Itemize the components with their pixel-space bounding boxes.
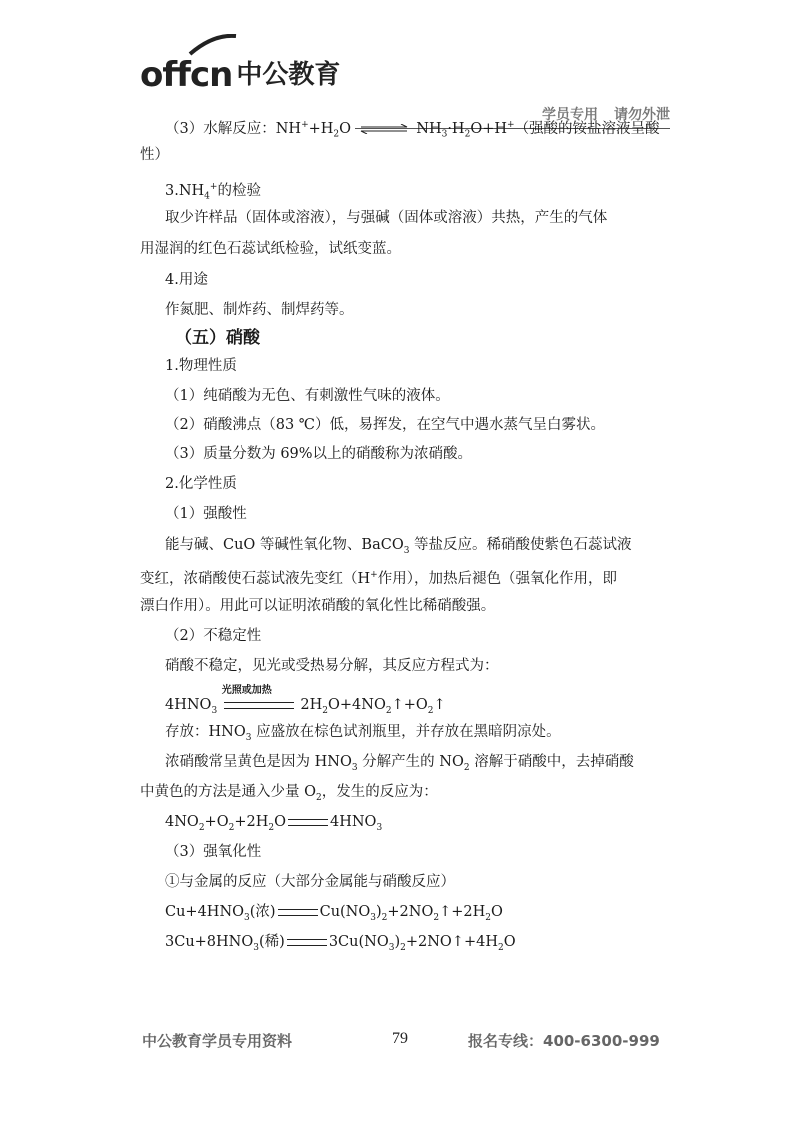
footer-hotline: 报名专线：400-6300-999 [468,1032,660,1050]
oxidation-equation: $4NO_2+O_2+2H_2O$ $4HNO_3$ [165,814,383,833]
text-line: 取少许样品（固体或溶液），与强碱（固体或溶液）共热，产生的气体 [165,210,608,226]
header-tag-exclusive: 学员专用 [542,107,598,123]
text-line: （1）强酸性 [165,506,247,522]
header-tag-confidential: 请勿外泄 [614,107,670,123]
logo-swoosh-icon [188,34,238,56]
equals-sign [224,702,294,709]
hydrolysis-equation: （3）水解反应：$NH^++H_2O$ $NH_3\cdot H_2O+H^+$（强酸的铵盐溶液呈酸 [165,120,660,140]
section-heading: （五）硝酸 [175,328,260,348]
text-line: （2）硝酸沸点（83 ℃）低，易挥发，在空气中遇水蒸气呈白雾状。 [165,417,606,433]
section-title: 2.化学性质 [165,476,237,492]
footer-label: 中公教育学员专用资料 [142,1032,293,1050]
text-line: （3）质量分数为 69%以上的硝酸称为浓硝酸。 [165,446,473,462]
text-line: ①与金属的反应（大部分金属能与硝酸反应） [165,874,455,890]
text-line: 硝酸不稳定，见光或受热易分解，其反应方程式为： [165,658,499,674]
page-number: 79 [392,1030,408,1047]
text-line: （3）强氧化性 [165,844,262,860]
text-line: 中黄色的方法是通入少量 $O_2$，发生的反应为： [140,784,438,803]
decomposition-equation: $4HNO_3$ 光照或加热 $2H_2O+4NO_2↑+O_2↑$ [165,695,446,721]
text-line: 能与碱、CuO 等碱性氧化物、BaCO$_3$ 等盐反应。稀硝酸使紫色石蕊试液 [165,537,632,556]
logo-wordmark: offcn [140,55,233,95]
text-line: （2）不稳定性 [165,628,262,644]
text-line: 性） [140,147,169,163]
text-line: 存放：$HNO_3$ 应盛放在棕色试剂瓶里，并存放在黑暗阴凉处。 [165,724,561,743]
offcn-logo [140,40,340,95]
copper-dilute-equation: $3Cu+8HNO_3$(稀) $3Cu(NO_3)_2+2NO↑+4H_2O$ [165,934,516,953]
text-line: 变红，浓硝酸使石蕊试液先变红（H+作用），加热后褪色（强氧化作用，即 [140,570,617,587]
equals-sign [287,939,327,946]
logo-chinese: 中公教育 [236,60,341,90]
copper-conc-equation: $Cu+4HNO_3$(浓) $Cu(NO_3)_2+2NO_2↑+2H_2O$ [165,904,503,923]
page-header [140,40,670,123]
reaction-condition: 光照或加热 [221,685,272,696]
text-line: 浓硝酸常呈黄色是因为 $HNO_3$ 分解产生的 $NO_2$ 溶解于硝酸中，去掉硝酸 [165,754,634,773]
text-line: （1）纯硝酸为无色、有刺激性气味的液体。 [165,388,450,404]
text-line: 漂白作用）。用此可以证明浓硝酸的氧化性比稀硝酸强。 [140,598,496,614]
section-title: 1.物理性质 [165,358,237,374]
section-title: $3.NH_4^+$的检验 [165,182,261,202]
text-line: 用湿润的红色石蕊试纸检验，试纸变蓝。 [140,241,401,257]
text-line: 作氮肥、制炸药、制焊药等。 [165,302,354,318]
reversible-arrow-icon [359,124,409,134]
section-title: 4.用途 [165,272,208,288]
equals-sign [278,909,318,916]
equals-sign [288,819,328,826]
